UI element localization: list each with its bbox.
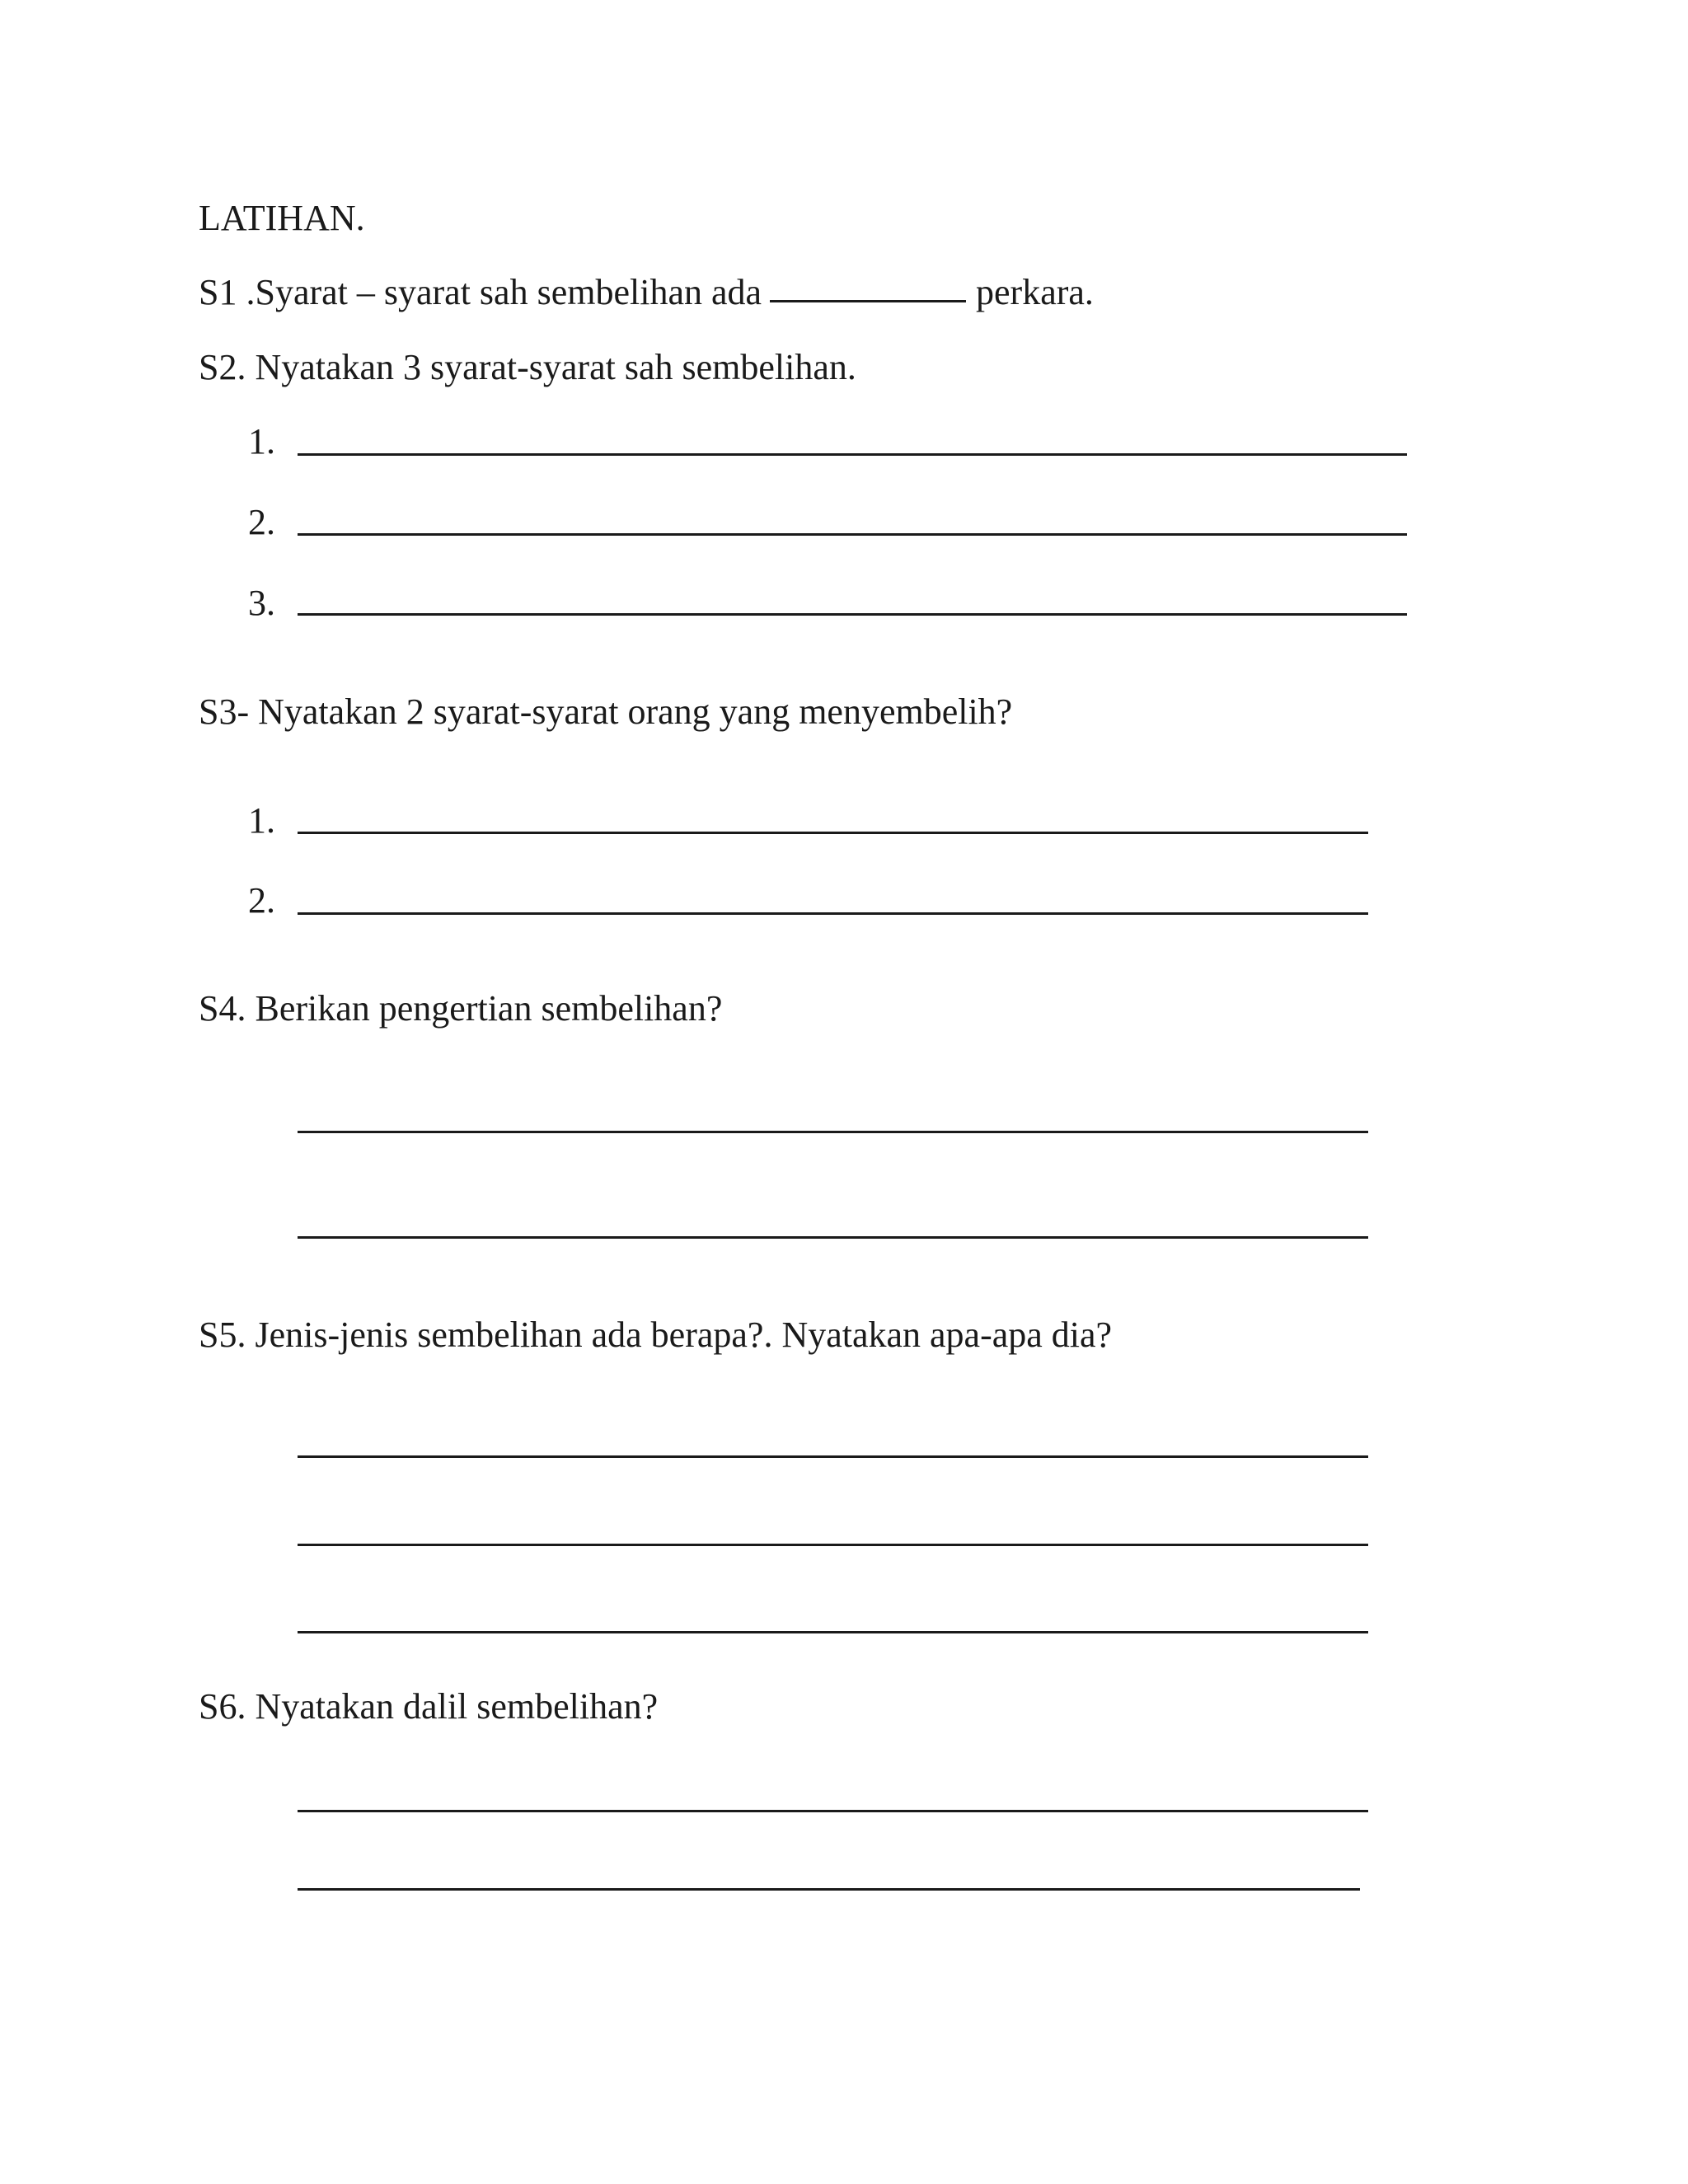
question-s2: S2. Nyatakan 3 syarat-syarat sah sembelihan. (199, 347, 856, 387)
answer-line-s2-3[interactable] (298, 613, 1407, 616)
answer-line-s3-1[interactable] (298, 832, 1368, 834)
s3-item-number: 2. (248, 880, 275, 921)
question-s1-suffix: perkara. (976, 272, 1094, 312)
answer-line-s2-2[interactable] (298, 533, 1407, 536)
s2-item-number: 3. (248, 583, 275, 623)
answer-blank-s1[interactable] (770, 300, 966, 302)
question-s1-text: S1 .Syarat – syarat sah sembelihan ada (199, 272, 762, 312)
answer-line-s5-3[interactable] (298, 1631, 1368, 1633)
s2-item-number: 2. (248, 502, 275, 542)
question-s1 (199, 274, 1094, 311)
question-s6: S6. Nyatakan dalil sembelihan? (199, 1686, 659, 1727)
answer-line-s2-1[interactable] (298, 453, 1407, 456)
answer-line-s4-2[interactable] (298, 1236, 1368, 1239)
answer-line-s5-2[interactable] (298, 1544, 1368, 1546)
answer-line-s6-1[interactable] (298, 1810, 1368, 1812)
s3-item-number: 1. (248, 800, 275, 841)
s2-item-number: 1. (248, 421, 275, 462)
question-s4: S4. Berikan pengertian sembelihan? (199, 988, 723, 1029)
answer-line-s6-2[interactable] (298, 1888, 1360, 1891)
answer-line-s3-2[interactable] (298, 912, 1368, 915)
answer-line-s4-1[interactable] (298, 1131, 1368, 1133)
question-s5: S5. Jenis-jenis sembelihan ada berapa?. Nyatakan apa-apa dia? (199, 1315, 1113, 1355)
worksheet-title: LATIHAN. (199, 198, 365, 238)
answer-line-s5-1[interactable] (298, 1455, 1368, 1458)
question-s3: S3- Nyatakan 2 syarat-syarat orang yang menyembelih? (199, 691, 1013, 732)
